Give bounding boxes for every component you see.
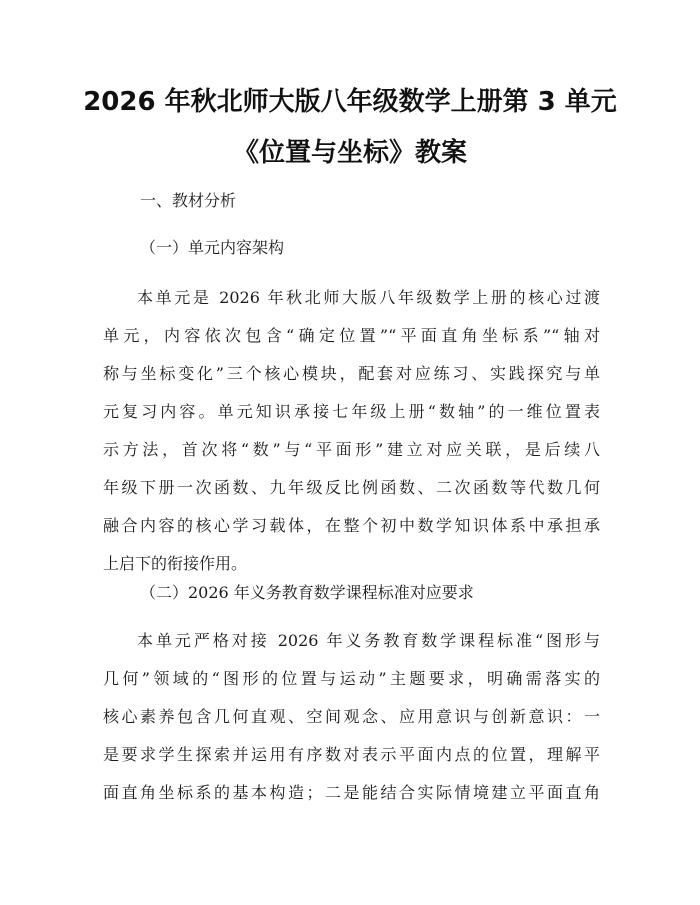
paragraph-line: 元复习内容。单元知识承接七年级上册“数轴”的一维位置表: [103, 402, 600, 421]
paragraph-line: 面直角坐标系的基本构造；二是能结合实际情境建立平面直角: [103, 783, 600, 802]
paragraph-line: 年级下册一次函数、九年级反比例函数、二次函数等代数几何: [103, 478, 600, 497]
subsection-heading-structure: （一）单元内容架构: [140, 238, 285, 257]
paragraph-line: 融合内容的核心学习载体，在整个初中数学知识体系中承担承: [103, 516, 600, 535]
section-heading-analysis: 一、教材分析: [140, 191, 237, 210]
paragraph-line: 单元，内容依次包含“确定位置”“平面直角坐标系”“轴对: [103, 326, 600, 345]
subsection-heading-curriculum: （二）2026 年义务教育数学课程标准对应要求: [140, 583, 474, 602]
paragraph-curriculum-requirements: [103, 630, 600, 820]
paragraph-line: 示方法，首次将“数”与“平面形”建立对应关联，是后续八: [103, 440, 600, 459]
paragraph-line: 上启下的衔接作用。: [103, 554, 248, 573]
paragraph-line: 是要求学生探索并运用有序数对表示平面内点的位置，理解平: [103, 745, 600, 764]
paragraph-line: 核心素养包含几何直观、空间观念、应用意识与创新意识：一: [103, 707, 600, 726]
paragraph-unit-structure: [103, 287, 600, 591]
paragraph-line: 本单元是 2026 年秋北师大版八年级数学上册的核心过渡: [137, 288, 600, 307]
paragraph-line: 称与坐标变化”三个核心模块，配套对应练习、实践探究与单: [103, 364, 600, 383]
paragraph-line: 本单元严格对接 2026 年义务教育数学课程标准“图形与: [137, 631, 600, 650]
document-title-line-2: 《位置与坐标》教案: [232, 138, 467, 168]
document-title-line-1: 2026 年秋北师大版八年级数学上册第 3 单元: [83, 87, 617, 117]
paragraph-line: 几何”领域的“图形的位置与运动”主题要求，明确需落实的: [103, 669, 600, 688]
